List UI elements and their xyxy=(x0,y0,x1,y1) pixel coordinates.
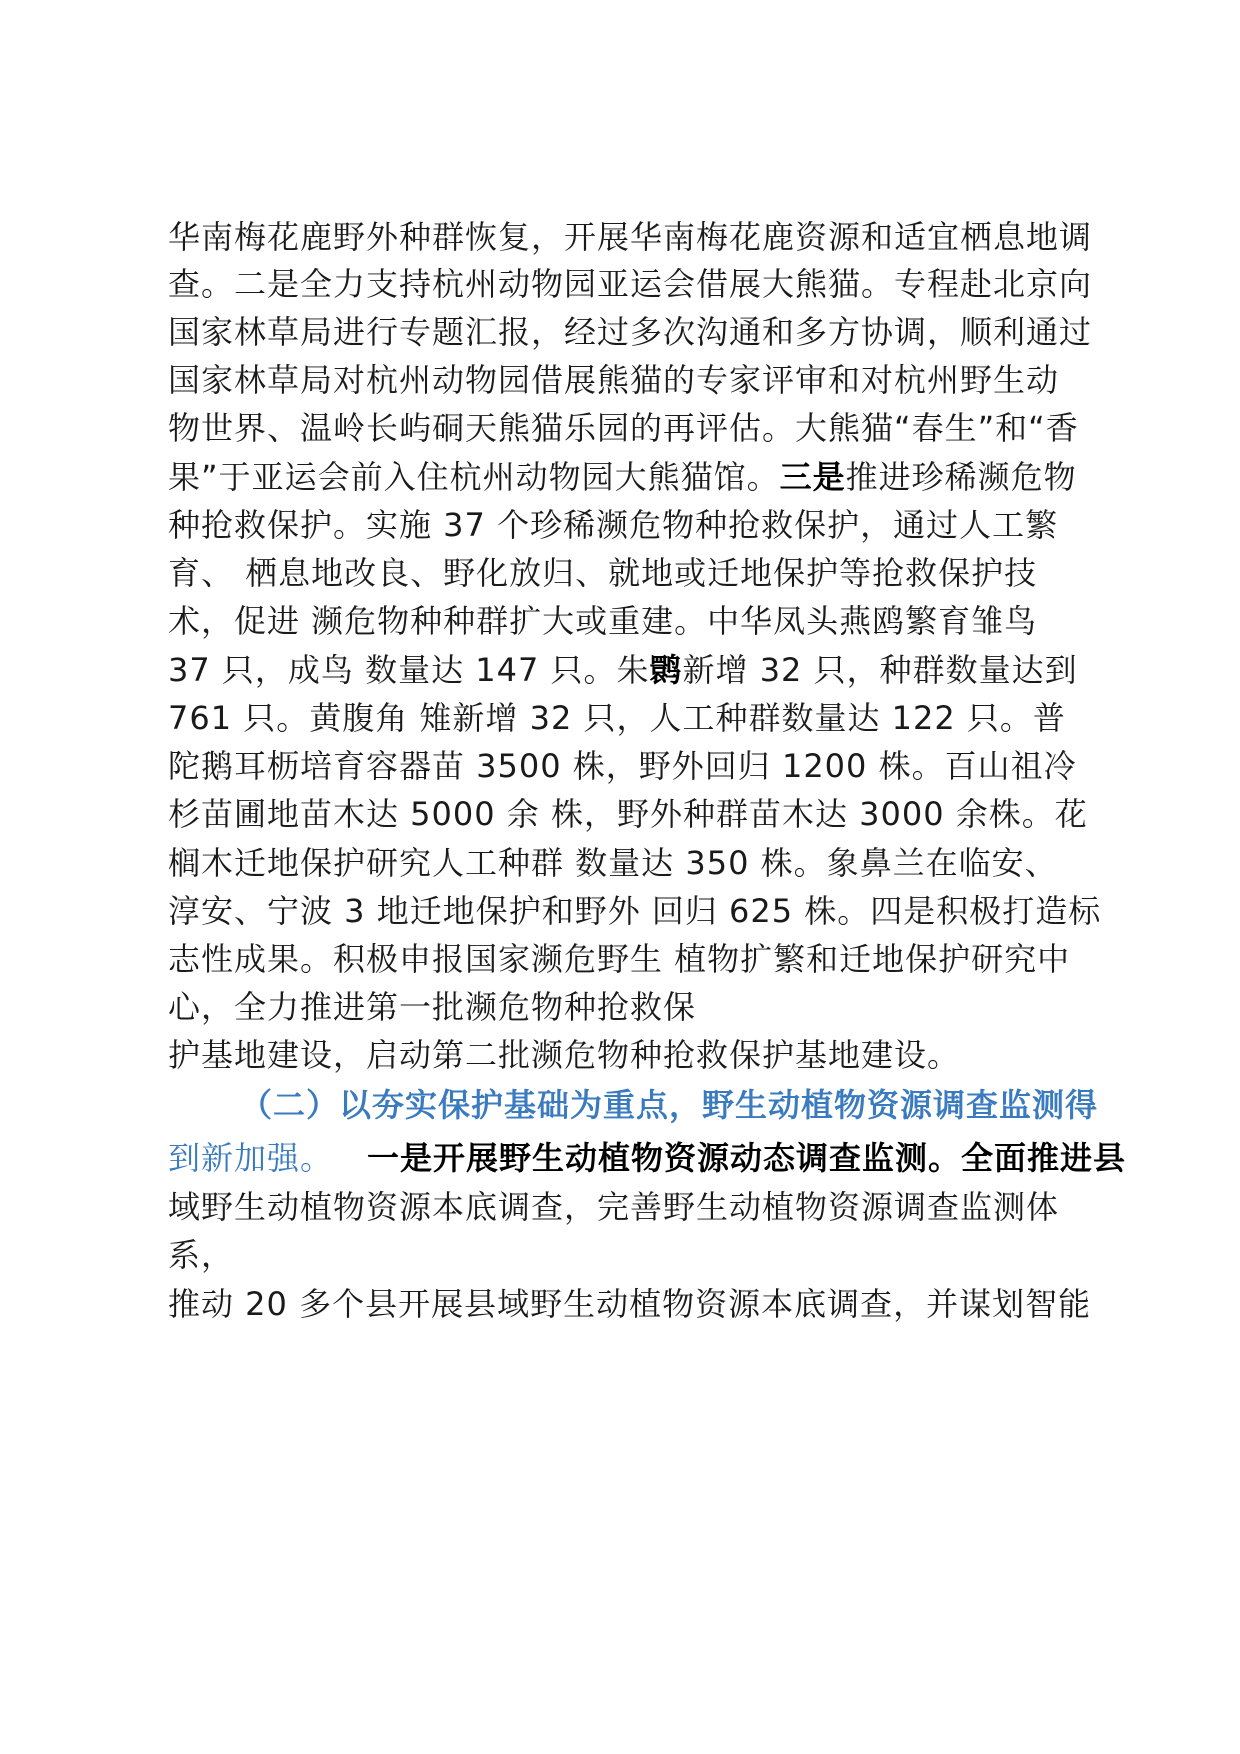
text-line: 陀鹅耳枥培育容器苗 3500 株，野外回归 1200 株。百山祖冷 xyxy=(168,747,1077,785)
text-line: 心，全力推进第一批濒危物种抢救保 xyxy=(168,988,697,1026)
text-line: 国家林草局进行专题汇报，经过多次沟通和多方协调，顺利通过 xyxy=(168,313,1093,351)
text-line: 育、 栖息地改良、野化放归、就地或迁地保护等抢救保护技 xyxy=(168,554,1038,592)
text-line: 物世界、温岭长屿硐天熊猫乐园的再评估。大熊猫“春生”和“香 xyxy=(168,409,1079,447)
text-line: 护基地建设，启动第二批濒危物种抢救保护基地建设。 xyxy=(168,1036,961,1074)
text-run: 果”于亚运会前入住杭州动物园大熊猫馆。 xyxy=(168,458,780,496)
text-line: 术，促进 濒危物种种群扩大或重建。中华凤头燕鸥繁育雏鸟 xyxy=(168,602,1038,640)
emphasis-run: 三是 xyxy=(779,458,846,496)
text-line: 推动 20 多个县开展县域野生动植物资源本底调查，并谋划智能 xyxy=(168,1285,1092,1323)
section-lead: 一是开展野生动植物资源动态调查监测。全面推进县 xyxy=(367,1139,1127,1177)
text-line xyxy=(168,1138,1126,1178)
text-run: 推进珍稀濒危物 xyxy=(845,458,1077,496)
text-line: 杉苗圃地苗木达 5000 余 株，野外种群苗木达 3000 余株。花 xyxy=(168,795,1088,833)
text-line: 国家林草局对杭州动物园借展熊猫的专家评审和对杭州野生动 xyxy=(168,361,1060,399)
text-line: 查。二是全力支持杭州动物园亚运会借展大熊猫。专程赴北京向 xyxy=(168,265,1093,303)
text-line: 761 只。黄腹角 雉新增 32 只，人工种群数量达 122 只。普 xyxy=(168,699,1066,737)
text-line: 华南梅花鹿野外种群恢复，开展华南梅花鹿资源和适宜栖息地调 xyxy=(168,218,1093,256)
text-line: 志性成果。积极申报国家濒危野生 植物扩繁和迁地保护研究中 xyxy=(168,940,1071,978)
emphasis-run: 鹮 xyxy=(649,651,683,689)
text-line: 域野生动植物资源本底调查，完善野生动植物资源调查监测体 xyxy=(168,1188,1060,1226)
text-line: 榈木迁地保护研究人工种群 数量达 350 株。象鼻兰在临安、 xyxy=(168,844,1058,882)
section-heading: （二）以夯实保护基础为重点，野生动植物资源调查监测得 xyxy=(240,1086,1099,1124)
text-line: 种抢救保护。实施 37 个珍稀濒危物种抢救保护，通过人工繁 xyxy=(168,506,1059,544)
text-line: 系， xyxy=(168,1236,235,1274)
text-line xyxy=(168,457,1077,497)
text-line: 淳安、宁波 3 地迁地保护和野外 回归 625 株。四是积极打造标 xyxy=(168,892,1102,930)
text-run: 新增 32 只，种群数量达到 xyxy=(682,651,1078,689)
section-heading-cont: 到新加强。 xyxy=(168,1139,334,1177)
text-run: 37 只，成鸟 数量达 147 只。朱 xyxy=(168,651,650,689)
text-line xyxy=(168,650,1078,690)
